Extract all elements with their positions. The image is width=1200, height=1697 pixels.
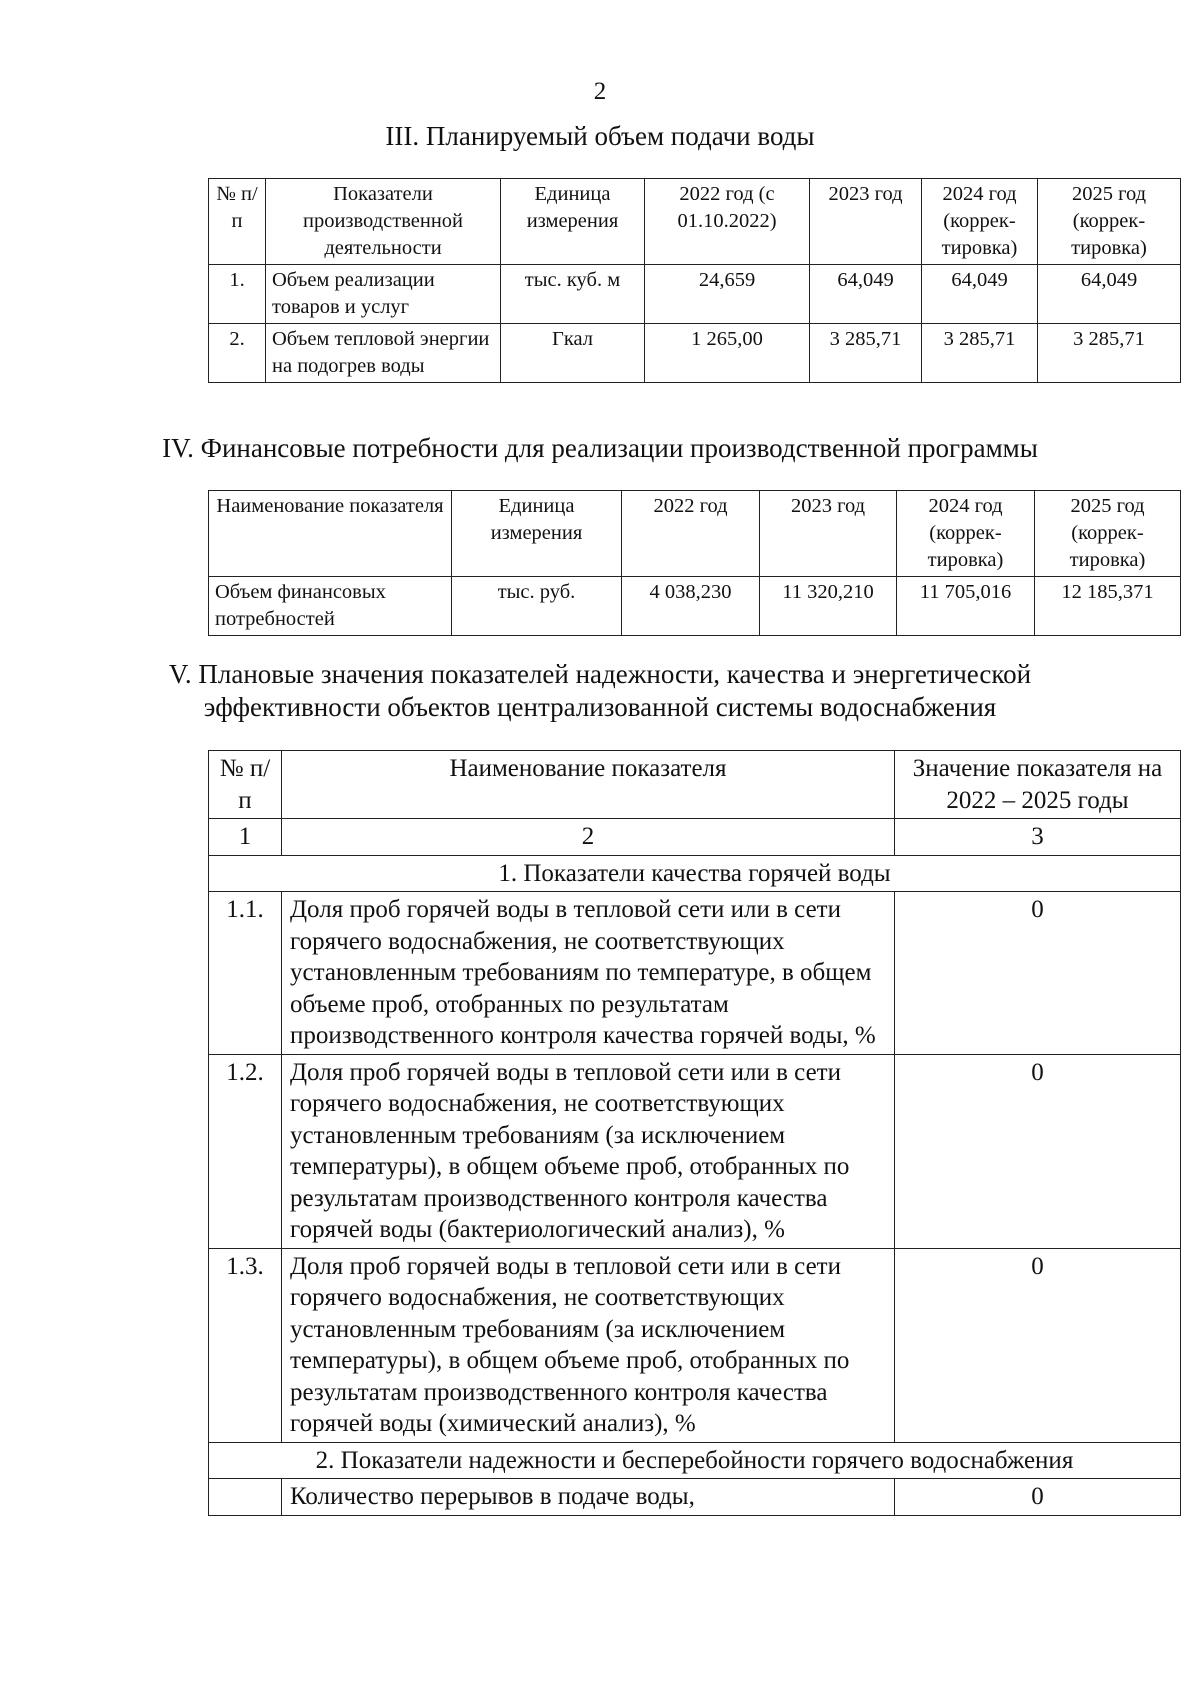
group-2-heading: 2. Показатели надежности и бесперебойности горячего водоснабжения (209, 1442, 1181, 1479)
header-2023: 2023 год (810, 179, 922, 265)
row-number: 1.1. (209, 892, 282, 1055)
table-row (209, 892, 1181, 1055)
row-unit: тыс. руб. (452, 577, 622, 636)
column-number-1: 1 (209, 819, 282, 856)
table-row (209, 1248, 1181, 1442)
row-value-2024: 11 705,016 (897, 577, 1035, 636)
header-unit: Единица измерения (501, 179, 645, 265)
row-value-2024: 3 285,71 (922, 324, 1038, 383)
section-5-title-line-2: эффективности объектов централизованной системы водоснабжения (203, 692, 997, 722)
header-2022: 2022 год (с 01.10.2022) (645, 179, 810, 265)
row-text: Доля проб горячей воды в тепловой сети или в сети горячего водоснабжения, не соответствующих установленным требованиям (за исключением температуры), в общем объеме проб, отобранных по результатам производственного контроля качества горячей воды (химический анализ), % (282, 1248, 895, 1442)
row-number: 1.3. (209, 1248, 282, 1442)
row-number: 1.2. (209, 1054, 282, 1248)
table-header-row (209, 179, 1181, 265)
row-value-2025: 3 285,71 (1038, 324, 1181, 383)
financial-needs-table (208, 490, 1181, 636)
table-row (209, 265, 1181, 324)
column-number-3: 3 (895, 819, 1181, 856)
group-heading-row (209, 1442, 1181, 1479)
row-value-2022: 1 265,00 (645, 324, 810, 383)
group-heading-row (209, 855, 1181, 892)
section-4-title: IV. Финансовые потребности для реализации производственной программы (162, 433, 1038, 463)
table-header-row (209, 491, 1181, 577)
row-value: 0 (895, 1479, 1181, 1516)
row-text: Количество перерывов в подаче воды, (282, 1479, 895, 1516)
header-2024: 2024 год (коррек-тировка) (922, 179, 1038, 265)
row-value: 0 (895, 892, 1181, 1055)
header-value: Значение показателя на 2022 – 2025 годы (895, 751, 1181, 819)
table-row (209, 1054, 1181, 1248)
header-indicator-name: Наименование показателя (282, 751, 895, 819)
table-row (209, 577, 1181, 636)
row-value-2023: 3 285,71 (810, 324, 922, 383)
row-text: Доля проб горячей воды в тепловой сети или в сети горячего водоснабжения, не соответствующих установленным требованиям по температуре, в общем объеме проб, отобранных по результатам производственного контроля качества горячей воды, % (282, 892, 895, 1055)
row-name: Объем реализации товаров и услуг (266, 265, 501, 324)
indicators-table (208, 750, 1181, 1516)
row-name: Объем тепловой энергии на подогрев воды (266, 324, 501, 383)
row-name: Объем финансовых потребностей (209, 577, 452, 636)
row-text: Доля проб горячей воды в тепловой сети или в сети горячего водоснабжения, не соответствующих установленным требованиям (за исключением температуры), в общем объеме проб, отобранных по результатам производственного контроля качества горячей воды (бактериологический анализ), % (282, 1054, 895, 1248)
row-value-2022: 24,659 (645, 265, 810, 324)
row-value-2025: 64,049 (1038, 265, 1181, 324)
row-unit: Гкал (501, 324, 645, 383)
row-value-2022: 4 038,230 (622, 577, 760, 636)
row-value-2023: 64,049 (810, 265, 922, 324)
header-2022: 2022 год (622, 491, 760, 577)
header-indicator-name: Наименование показателя (209, 491, 452, 577)
header-number: № п/п (209, 179, 266, 265)
header-2024: 2024 год (коррек-тировка) (897, 491, 1035, 577)
water-supply-table (208, 178, 1181, 383)
column-number-row (209, 819, 1181, 856)
header-2023: 2023 год (760, 491, 897, 577)
row-value-2024: 64,049 (922, 265, 1038, 324)
row-value: 0 (895, 1248, 1181, 1442)
section-5-title-line-1: V. Плановые значения показателей надежности, качества и энергетической (168, 659, 1032, 689)
group-1-heading: 1. Показатели качества горячей воды (209, 855, 1181, 892)
row-number: 1. (209, 265, 266, 324)
section-3-title: III. Планируемый объем подачи воды (385, 121, 815, 151)
table-row (209, 324, 1181, 383)
row-number: 2. (209, 324, 266, 383)
row-value-2025: 12 185,371 (1035, 577, 1181, 636)
header-indicator: Показатели производственной деятельности (266, 179, 501, 265)
header-2025: 2025 год (коррек-тировка) (1038, 179, 1181, 265)
column-number-2: 2 (282, 819, 895, 856)
table-row (209, 1479, 1181, 1516)
row-number (209, 1479, 282, 1516)
row-value-2023: 11 320,210 (760, 577, 897, 636)
header-number: № п/п (209, 751, 282, 819)
row-unit: тыс. куб. м (501, 265, 645, 324)
page-number: 2 (593, 78, 607, 105)
header-unit: Единица измерения (452, 491, 622, 577)
header-2025: 2025 год (коррек-тировка) (1035, 491, 1181, 577)
row-value: 0 (895, 1054, 1181, 1248)
table-header-row (209, 751, 1181, 819)
